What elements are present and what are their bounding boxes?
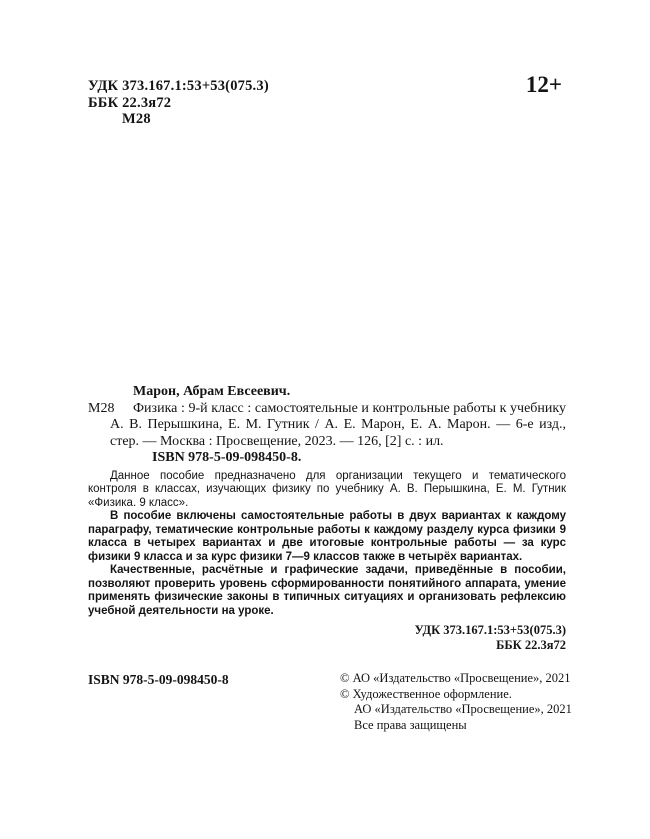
annotation-paragraph-2: В пособие включены самостоятельные работы в двух вариантах к каждому параграфу, тематические контрольные работы к каждому разделу курса физики 9 класса в четырех вариантах и две итоговые контрольные работы — за курс физики 9 класса и за курс физики 7—9 классов также в четырёх вариантах. [88,510,566,563]
author-heading: Марон, Абрам Евсеевич. [133,384,291,399]
right-classification-codes [88,623,566,653]
bbk-code-right: ББК 22.3я72 [496,638,566,652]
bibliographic-description: Физика : 9-й класс : самостоятельные и контрольные работы к учебнику А. В. Перышкина, Е. М. Гутник / А. Е. Марон, Е. А. Марон. — 6-е изд., стер. — Москва : Просвещение, 2023. — 126, [2] с. : ил. [110,400,566,449]
annotation-paragraph-1: Данное пособие предназначено для организации текущего и тематического контроля в классах, изучающих физику по учебнику А. В. Перышкина, Е. М. Гутник «Физика. 9 класс». [88,469,566,509]
top-classification-codes [88,78,269,128]
copyright-line: Все права защищены [354,717,467,732]
udk-code: УДК 373.167.1:53+53(075.3) [88,78,269,94]
footer-isbn: ISBN 978-5-09-098450-8 [88,672,229,687]
copyright-line: © Художественное оформление. [340,686,512,701]
classification-code: М28 [122,111,151,127]
udk-code-right: УДК 373.167.1:53+53(075.3) [414,623,566,637]
annotation-paragraph-3: Качественные, расчётные и графические задачи, приведённые в пособии, позволяют проверить уровень сформированности понятийного аппарата, умение применять физические законы в типичных ситуациях и организовать рефлексию учебной деятельности на уроке. [88,564,566,617]
copyright-block [340,671,572,733]
copyright-line: АО «Издательство «Просвещение», 2021 [354,702,572,716]
age-rating-badge: 12+ [525,72,562,97]
copyright-line: © АО «Издательство «Просвещение», 2021 [340,671,571,685]
catalog-entry [88,401,566,451]
catalog-entry-label: М28 [88,400,115,416]
isbn-line: ISBN 978-5-09-098450-8. [152,450,302,465]
bbk-code: ББК 22.3я72 [88,94,172,111]
catalog-card [88,384,566,653]
